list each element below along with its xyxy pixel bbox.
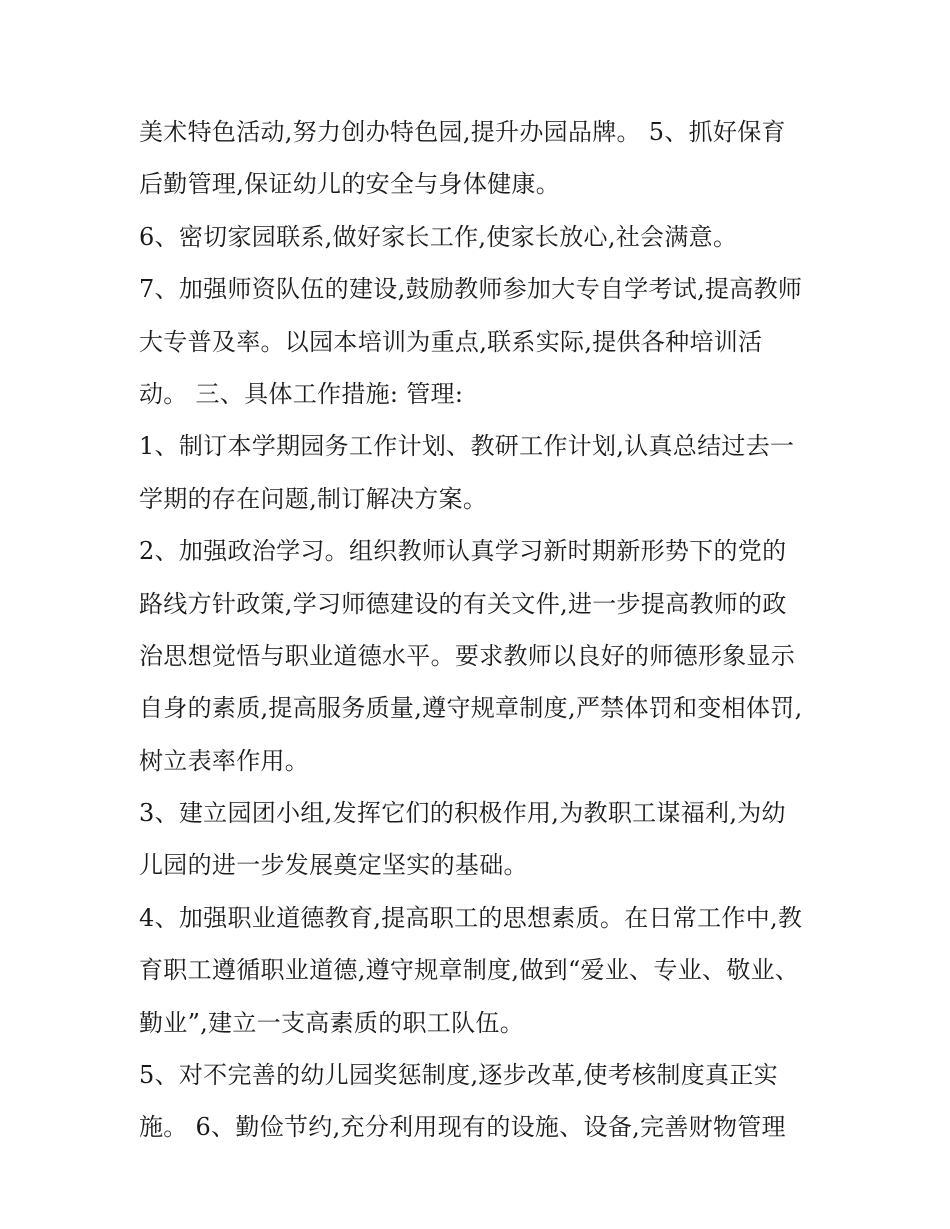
text-line: 路线方针政策,学习师德建设的有关文件,进一步提高教师的政 [139,589,787,618]
text-line: 动。 三、具体工作措施: 管理: [139,379,464,408]
text-line: 自身的素质,提高服务质量,遵守规章制度,严禁体罚和变相体罚, [139,694,803,723]
text-line: 美术特色活动,努力创办特色园,提升办园品牌。 5、抓好保育 [139,118,786,146]
text-line: 2、加强政治学习。组织教师认真学习新时期新形势下的党的 [139,537,787,566]
text-line: 5、对不完善的幼儿园奖惩制度,逐步改革,使考核制度真正实 [139,1061,778,1090]
text-line: 学期的存在问题,制订解决方案。 [139,484,488,513]
text-line: 勤业”,建立一支高素质的职工队伍。 [139,1008,524,1037]
text-line: 6、密切家园联系,做好家长工作,使家长放心,社会满意。 [139,222,738,251]
text-line: 7、加强师资队伍的建设,鼓励教师参加大专自学考试,提高教师 [139,275,803,304]
text-line: 大专普及率。以园本培训为重点,联系实际,提供各种培训活 [139,327,763,356]
text-line: 树立表率作用。 [139,746,310,775]
text-line: 儿园的进一步发展奠定坚实的基础。 [139,851,528,880]
text-line: 3、建立园团小组,发挥它们的积极作用,为教职工谋福利,为幼 [139,799,786,828]
text-line: 治思想觉悟与职业道德水平。要求教师以良好的师德形象显示 [139,641,796,670]
text-line: 育职工遵循职业道德,遵守规章制度,做到“爱业、专业、敬业、 [139,956,800,985]
document-body [139,106,819,1154]
text-line: 施。 6、勤俭节约,充分利用现有的设施、设备,完善财物管理 [139,1113,786,1142]
text-line: 4、加强职业道德教育,提高职工的思想素质。在日常工作中,教 [139,903,803,932]
text-line: 1、制订本学期园务工作计划、教研工作计划,认真总结过去一 [139,432,795,461]
text-line: 后勤管理,保证幼儿的安全与身体健康。 [139,170,561,199]
